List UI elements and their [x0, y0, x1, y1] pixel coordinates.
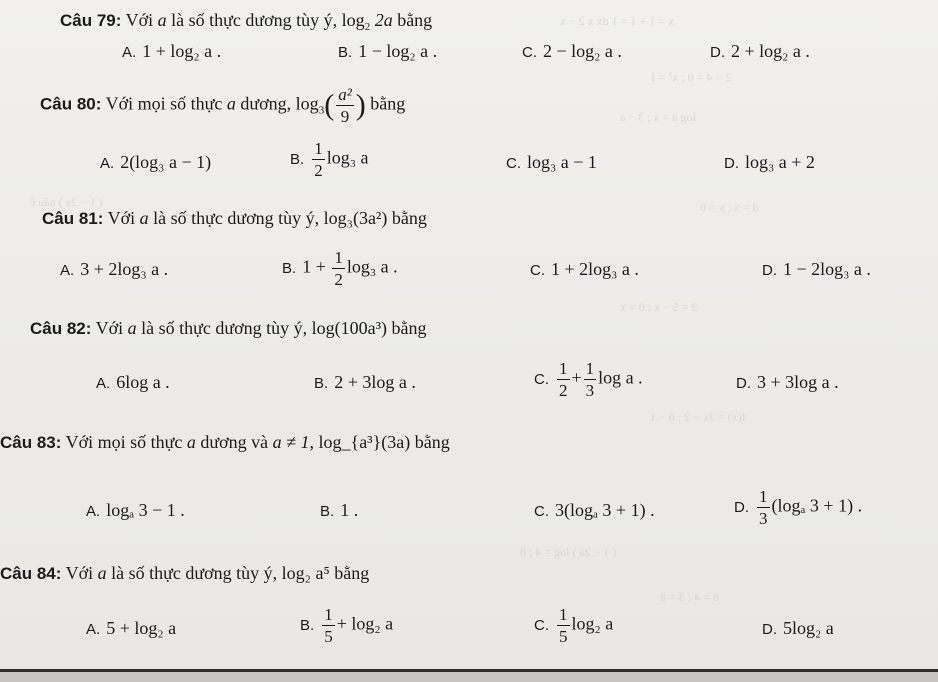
question-stem: Câu 79: Với a là số thực dương tùy ý, $\log_2 2a$ bằng	[60, 10, 433, 33]
question-stem: Câu 80: Với mọi số thực a dương, $\log_3$( $\frac{\text{a²}}{9}$ ) bằng	[40, 85, 406, 126]
fraction: $\frac{1}{2}$	[334, 248, 343, 289]
show-through-text: x = 1 + 1 = 1 dx x 2 − x	[560, 14, 675, 28]
show-through-text: d = x , y = 0	[700, 200, 759, 214]
option-c[interactable]: C. $\frac{1}{2}$ + $\frac{1}{3}$ log a .	[534, 359, 643, 400]
option-a[interactable]: A. 3 + 2log₃ a .	[60, 259, 169, 279]
show-through-text: ( 1 − 2a ) log = 4 ; 8	[520, 545, 617, 559]
option-c[interactable]: C. 1 + 2log₃ a .	[530, 259, 639, 279]
option-b[interactable]: B. 1 + $\frac{1}{2}$ log₃ a .	[282, 248, 398, 289]
option-b[interactable]: B. 1 .	[320, 500, 359, 520]
fraction: $\frac{1}{5}$	[324, 605, 333, 646]
option-b[interactable]: B. $\frac{1}{2}$ log₃ a	[290, 139, 369, 180]
option-a[interactable]: A. 5 + log₂ a	[86, 618, 177, 638]
question-stem: Câu 84: Với a là số thực dương tùy ý, log₂ a⁵ bằng	[0, 563, 370, 583]
option-d[interactable]: D. log₃ a + 2	[724, 152, 815, 172]
show-through-text: ( 1 − 2a ) nấu ĉ	[30, 195, 103, 209]
show-through-text: 3 = 5 − x ; 0 = x	[620, 300, 698, 314]
fraction: $\frac{\text{a²}}{9}$	[338, 85, 352, 126]
question-stem: Câu 81: Với a là số thực dương tùy ý, log₃(3a²) bằng	[42, 208, 427, 228]
option-c[interactable]: C. 2 − log₂ a .	[522, 41, 622, 61]
option-c[interactable]: C. log₃ a − 1	[506, 152, 597, 172]
option-d[interactable]: D. 3 + 3log a .	[736, 372, 839, 392]
fraction: $\frac{1}{5}$	[559, 605, 568, 646]
fraction: $\frac{1}{3}$	[759, 487, 768, 528]
option-b[interactable]: B. $\frac{1}{5}$ + log₂ a	[300, 605, 394, 646]
question-stem: Câu 83: Với mọi số thực a dương và a ≠ 1, log_{a³}(3a) bằng	[0, 432, 450, 452]
question-label: Câu 81:	[42, 209, 104, 228]
show-through-text: 2 − 4 = 0 ; x² = 1	[650, 70, 732, 84]
option-a[interactable]: A. logₐ 3 − 1 .	[86, 500, 185, 520]
show-through-text: log a = x ; 3 − a	[620, 110, 696, 124]
question-label: Câu 83:	[0, 433, 62, 452]
option-d[interactable]: D. 5log₂ a	[762, 618, 834, 638]
fraction: $\frac{1}{2}$	[559, 359, 568, 400]
option-d[interactable]: D. $\frac{1}{3}$ (logₐ 3 + 1) .	[734, 487, 863, 528]
question-label: Câu 79:	[60, 11, 122, 30]
option-c[interactable]: C. $\frac{1}{5}$ log₂ a	[534, 605, 614, 646]
question-label: Câu 80:	[40, 94, 102, 114]
option-b[interactable]: B. 2 + 3log a .	[314, 372, 416, 392]
option-a[interactable]: A. 6log a .	[96, 372, 170, 392]
fraction: $\frac{1}{3}$	[585, 359, 595, 400]
option-c[interactable]: C. 3(logₐ 3 + 1) .	[534, 500, 655, 520]
option-d[interactable]: D. 1 − 2log₃ a .	[762, 259, 871, 279]
show-through-text: 8 = 4 ; 3 = 8	[660, 590, 719, 604]
fraction: $\frac{1}{2}$	[314, 139, 323, 180]
option-b[interactable]: B. 1 − log₂ a .	[338, 41, 438, 61]
option-a[interactable]: A. 1 + log₂ a .	[122, 41, 222, 61]
option-d[interactable]: D. 2 + log₂ a .	[710, 41, 810, 61]
question-label: Câu 84:	[0, 564, 62, 583]
show-through-text: f(x) = 3x − 2 ; 0 − 1	[650, 410, 746, 424]
page-bottom-edge	[0, 672, 938, 682]
question-label: Câu 82:	[30, 319, 92, 338]
option-a[interactable]: A. 2(log₃ a − 1)	[100, 152, 212, 172]
question-stem: Câu 82: Với a là số thực dương tùy ý, log(100a³) bằng	[30, 318, 427, 338]
